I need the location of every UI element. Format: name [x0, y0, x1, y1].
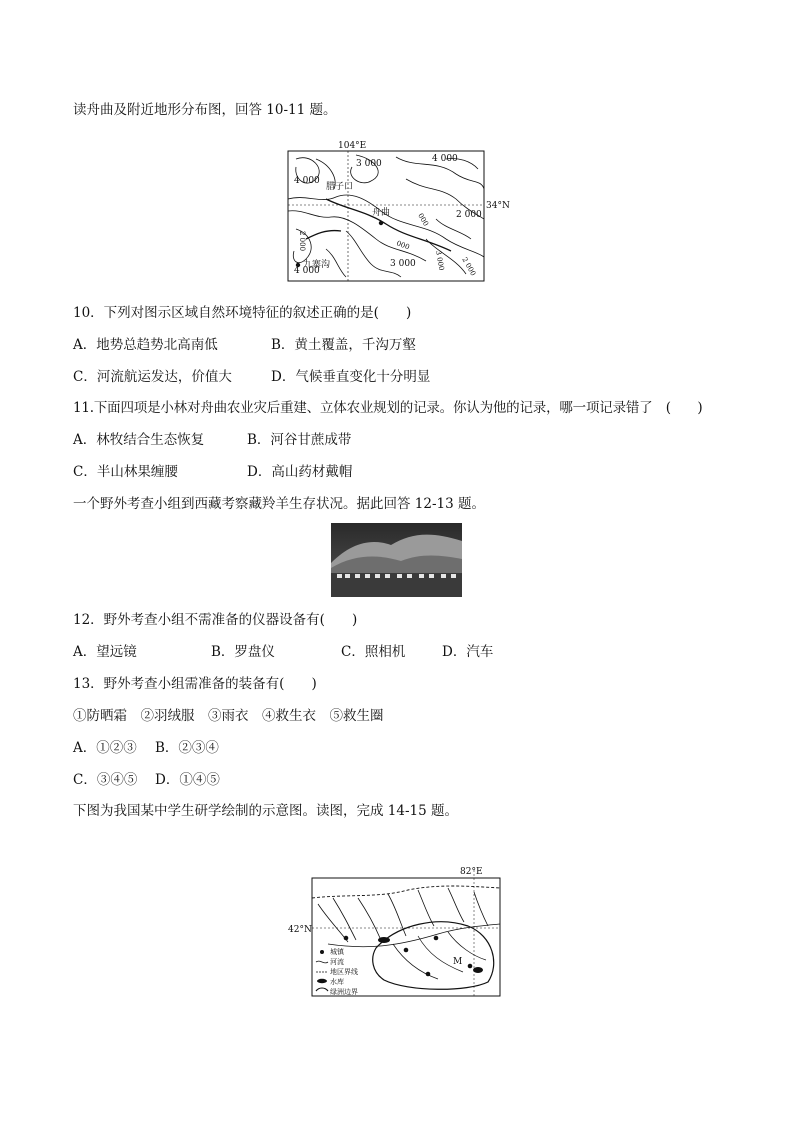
legend-river: 河流 — [330, 958, 344, 966]
q12-stem: 12．野外考查小组不需准备的仪器设备有( ) — [73, 612, 358, 628]
q10-option-a[interactable]: A．地势总趋势北高南低 — [73, 337, 218, 353]
contour-label: 2 000 — [456, 210, 482, 220]
place-label-zhouqu: 舟曲 — [372, 208, 391, 218]
contour-label: 2 000 — [298, 231, 306, 252]
map2-region-label: M — [453, 957, 463, 967]
q10-stem: 10．下列对图示区域自然环境特征的叙述正确的是( ) — [73, 305, 412, 321]
contour-label: 000 — [395, 239, 411, 252]
intro-12-13: 一个野外考查小组到西藏考察藏羚羊生存状况。据此回答 12-13 题。 — [73, 496, 485, 512]
map2-lon-label: 82°E — [460, 867, 483, 877]
q12-option-b[interactable]: B．罗盘仪 — [211, 644, 275, 660]
q11-option-b[interactable]: B．河谷甘蔗成带 — [247, 432, 352, 448]
q12-option-a[interactable]: A．望远镜 — [73, 644, 137, 660]
q13-option-a[interactable]: A．①②③ — [73, 740, 137, 756]
q10-option-c[interactable]: C．河流航运发达，价值大 — [73, 369, 232, 385]
q13-option-d[interactable]: D．①④⑤ — [155, 772, 220, 788]
contour-label: 000 — [416, 212, 430, 228]
legend-oasis-boundary: 绿洲边界 — [330, 988, 358, 996]
contour-label: 3 000 — [434, 249, 446, 272]
map2-lat-label: 42°N — [288, 925, 312, 935]
q10-option-b[interactable]: B．黄土覆盖，千沟万壑 — [271, 337, 416, 353]
zhouqu-terrain-map — [286, 139, 510, 283]
legend-boundary: 地区界线 — [330, 968, 358, 976]
map1-lat-label: 34°N — [486, 201, 510, 211]
q10-option-d[interactable]: D．气候垂直变化十分明显 — [271, 369, 431, 385]
q11-option-c[interactable]: C．半山林果缠腰 — [73, 464, 178, 480]
q13-stem: 13．野外考查小组需准备的装备有( ) — [73, 676, 317, 692]
q11-option-a[interactable]: A．林牧结合生态恢复 — [73, 432, 205, 448]
legend-town: 城镇 — [330, 948, 344, 956]
q13-option-c[interactable]: C．③④⑤ — [73, 772, 138, 788]
contour-label: 4 000 — [432, 154, 458, 164]
contour-label: 4 000 — [294, 176, 320, 186]
q12-option-d[interactable]: D．汽车 — [442, 644, 494, 660]
legend-reservoir: 水库 — [330, 978, 344, 986]
contour-label: 3 000 — [356, 159, 382, 169]
contour-label: 2 000 — [460, 256, 478, 278]
q11-stem: 11.下面四项是小林对舟曲农业灾后重建、立体农业规划的记录。你认为他的记录，哪一项记录错了 ( ) — [73, 400, 703, 416]
tibetan-antelope-photo — [331, 523, 462, 597]
oasis-region-map — [288, 864, 506, 998]
place-label-jiuzhaigou: 九寨沟 — [303, 260, 331, 270]
place-label-lazikou: 腊子口 — [326, 182, 354, 192]
q12-option-c[interactable]: C．照相机 — [341, 644, 406, 660]
intro-14-15: 下图为我国某中学生研学绘制的示意图。读图，完成 14-15 题。 — [73, 803, 458, 819]
q13-option-b[interactable]: B．②③④ — [155, 740, 219, 756]
contour-label: 4 000 — [294, 266, 320, 276]
zhouqu-town-dot — [379, 221, 383, 225]
intro-10-11: 读舟曲及附近地形分布图，回答 10-11 题。 — [73, 102, 337, 118]
q13-items: ①防晒霜 ②羽绒服 ③雨衣 ④救生衣 ⑤救生圈 — [73, 708, 384, 724]
q11-option-d[interactable]: D．高山药材戴帽 — [247, 464, 353, 480]
map1-lon-label: 104°E — [338, 141, 367, 151]
contour-label: 3 000 — [390, 259, 416, 269]
